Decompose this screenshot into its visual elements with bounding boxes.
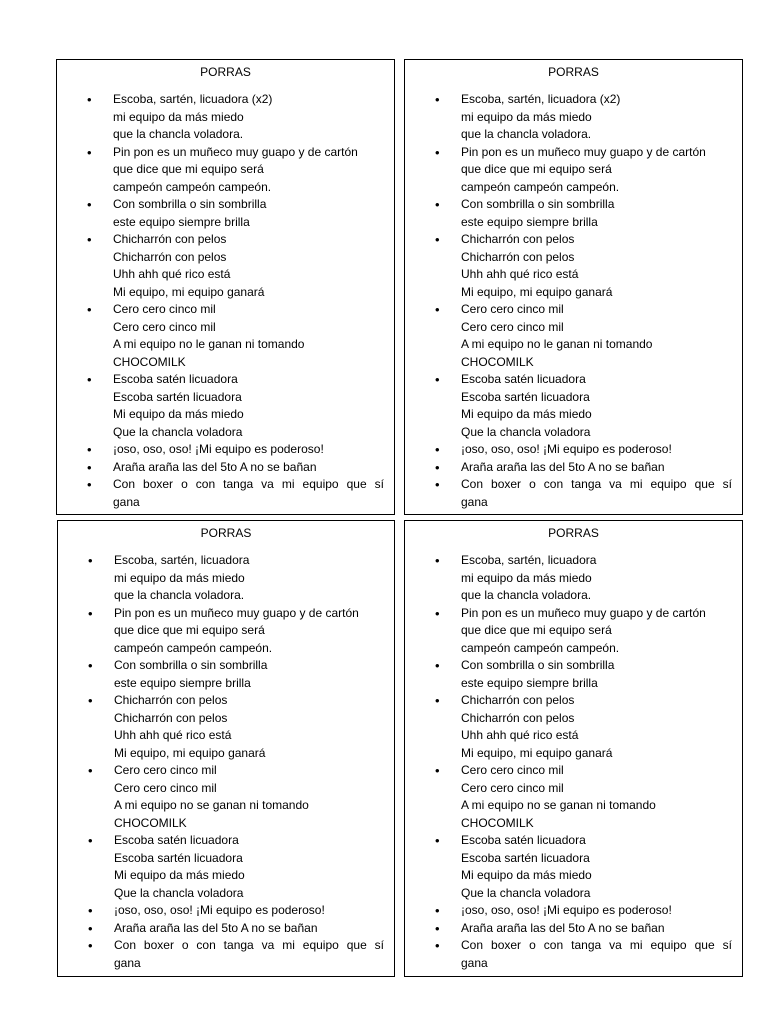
verse-line: este equipo siempre brilla	[461, 675, 598, 690]
verse-item	[58, 937, 384, 972]
bullet-icon: •	[87, 477, 92, 492]
bullet-icon: •	[88, 763, 93, 778]
card-title: PORRAS	[200, 526, 252, 540]
bullet-icon: •	[88, 553, 93, 568]
verse-line: gana	[461, 955, 488, 970]
verse-item	[58, 692, 384, 762]
verse-item	[405, 231, 732, 301]
verse-line: Escoba sartén licuadora	[114, 850, 243, 865]
verse-line: Con boxer o con tanga va mi equipo que sí	[113, 477, 384, 491]
verse-line: Mi equipo, mi equipo ganará	[461, 284, 613, 299]
bullet-icon: •	[88, 833, 93, 848]
verse-line: Con sombrilla o sin sombrilla	[461, 658, 615, 672]
bullet-icon: •	[87, 92, 92, 107]
porras-card	[404, 59, 743, 515]
bullet-icon: •	[435, 658, 440, 673]
verse-line: Cero cero cinco mil	[114, 763, 217, 777]
verse-line: que dice que mi equipo será	[113, 162, 264, 176]
verse-line: Escoba sartén licuadora	[461, 389, 590, 404]
bullet-icon: •	[435, 197, 440, 212]
verse-line: Chicharrón con pelos	[113, 232, 227, 246]
verse-line: ¡oso, oso, oso! ¡Mi equipo es poderoso!	[461, 903, 672, 917]
verse-item	[405, 476, 732, 511]
verse-line: Chicharrón con pelos	[113, 249, 227, 264]
bullet-icon: •	[87, 442, 92, 457]
verse-item	[58, 920, 384, 938]
bullet-icon: •	[88, 938, 93, 953]
verse-line: Araña araña las del 5to A no se bañan	[461, 459, 665, 474]
bullet-icon: •	[435, 553, 440, 568]
verse-line: Pin pon es un muñeco muy guapo y de cartón	[114, 605, 359, 620]
verse-item	[58, 762, 384, 832]
verse-line: Cero cero cinco mil	[114, 780, 217, 795]
bullet-icon: •	[435, 459, 440, 475]
verse-item	[405, 91, 732, 144]
verse-line: Que la chancla voladora	[461, 885, 591, 900]
verse-list	[58, 552, 384, 972]
verse-line: A mi equipo no se ganan ni tomando	[114, 798, 309, 812]
verse-line: Escoba, sartén, licuadora	[461, 553, 597, 567]
bullet-icon: •	[88, 903, 93, 918]
card-title: PORRAS	[200, 65, 251, 79]
verse-item	[58, 832, 384, 902]
verse-line: gana	[114, 955, 141, 970]
verse-item	[57, 91, 384, 144]
verse-item	[58, 902, 384, 920]
bullet-icon: •	[435, 763, 440, 778]
verse-line: Mi equipo da más miedo	[114, 868, 245, 882]
verse-item	[405, 692, 732, 762]
verse-line: Araña araña las del 5to A no se bañan	[114, 920, 318, 935]
verse-line: Cero cero cinco mil	[113, 319, 216, 334]
verse-line: Que la chancla voladora	[461, 424, 591, 439]
verse-item	[57, 476, 384, 511]
verse-line: A mi equipo no se ganan ni tomando	[461, 798, 656, 812]
verse-line: Con sombrilla o sin sombrilla	[461, 197, 615, 211]
verse-list	[405, 91, 732, 511]
verse-line: A mi equipo no le ganan ni tomando	[113, 337, 305, 351]
verse-list	[405, 552, 732, 972]
bullet-icon: •	[435, 372, 440, 387]
verse-line: Con sombrilla o sin sombrilla	[114, 658, 268, 672]
verse-line: este equipo siempre brilla	[461, 214, 598, 229]
bullet-icon: •	[435, 920, 440, 936]
verse-line: mi equipo da más miedo	[113, 109, 244, 124]
verse-line: Escoba sartén licuadora	[113, 389, 242, 404]
verse-list	[57, 91, 384, 511]
verse-line: que dice que mi equipo será	[461, 623, 612, 637]
verse-line: CHOCOMILK	[461, 815, 534, 830]
verse-item	[405, 441, 732, 459]
verse-line: campeón campeón campeón.	[114, 640, 273, 655]
bullet-icon: •	[88, 693, 93, 708]
verse-line: Escoba satén licuadora	[114, 833, 239, 847]
verse-line: Que la chancla voladora	[113, 424, 243, 439]
verse-line: Que la chancla voladora	[114, 885, 244, 900]
verse-item	[405, 459, 732, 477]
verse-line: Con boxer o con tanga va mi equipo que sí	[461, 477, 732, 491]
verse-item	[57, 441, 384, 459]
verse-line: Uhh ahh qué rico está	[114, 728, 232, 742]
verse-line: Escoba sartén licuadora	[461, 850, 590, 865]
verse-line: que dice que mi equipo será	[114, 623, 265, 637]
porras-card	[404, 520, 743, 977]
verse-line: que la chancla voladora.	[114, 588, 245, 602]
verse-line: Mi equipo da más miedo	[113, 407, 244, 421]
verse-line: Cero cero cinco mil	[113, 302, 216, 316]
verse-line: Cero cero cinco mil	[461, 763, 564, 777]
verse-line: Pin pon es un muñeco muy guapo y de cartón	[113, 144, 358, 159]
verse-line: Mi equipo da más miedo	[461, 868, 592, 882]
verse-item	[405, 657, 732, 692]
verse-line: que la chancla voladora.	[461, 127, 592, 141]
verse-line: A mi equipo no le ganan ni tomando	[461, 337, 653, 351]
bullet-icon: •	[435, 232, 440, 247]
verse-line: mi equipo da más miedo	[461, 570, 592, 585]
verse-line: Con sombrilla o sin sombrilla	[113, 197, 267, 211]
verse-line: campeón campeón campeón.	[461, 179, 620, 194]
verse-line: Uhh ahh qué rico está	[113, 267, 231, 281]
bullet-icon: •	[435, 442, 440, 457]
verse-line: Con boxer o con tanga va mi equipo que sí	[461, 938, 732, 952]
verse-item	[405, 920, 732, 938]
verse-line: Escoba satén licuadora	[461, 833, 586, 847]
porras-card	[57, 520, 395, 977]
bullet-icon: •	[87, 302, 92, 317]
verse-line: Pin pon es un muñeco muy guapo y de cartón	[461, 605, 706, 620]
verse-line: Con boxer o con tanga va mi equipo que sí	[114, 938, 384, 952]
verse-line: Araña araña las del 5to A no se bañan	[113, 459, 317, 474]
verse-item	[58, 605, 384, 658]
verse-line: Araña araña las del 5to A no se bañan	[461, 920, 665, 935]
bullet-icon: •	[435, 938, 440, 953]
verse-item	[405, 144, 732, 197]
verse-line: Uhh ahh qué rico está	[461, 267, 579, 281]
verse-item	[405, 832, 732, 902]
verse-item	[405, 605, 732, 658]
verse-line: Chicharrón con pelos	[461, 693, 575, 707]
verse-line: mi equipo da más miedo	[461, 109, 592, 124]
verse-line: gana	[461, 494, 488, 509]
verse-line: que la chancla voladora.	[113, 127, 244, 141]
card-title: PORRAS	[548, 526, 599, 540]
verse-line: campeón campeón campeón.	[113, 179, 272, 194]
verse-item	[57, 301, 384, 371]
verse-item	[405, 301, 732, 371]
bullet-icon: •	[87, 144, 92, 160]
bullet-icon: •	[87, 372, 92, 387]
verse-item	[57, 459, 384, 477]
bullet-icon: •	[435, 693, 440, 708]
verse-line: Pin pon es un muñeco muy guapo y de cartón	[461, 144, 706, 159]
verse-line: este equipo siempre brilla	[113, 214, 250, 229]
verse-line: ¡oso, oso, oso! ¡Mi equipo es poderoso!	[461, 442, 672, 456]
verse-item	[57, 144, 384, 197]
bullet-icon: •	[435, 903, 440, 918]
bullet-icon: •	[88, 920, 93, 936]
bullet-icon: •	[435, 477, 440, 492]
bullet-icon: •	[87, 459, 92, 475]
verse-item	[405, 371, 732, 441]
verse-line: Escoba, sartén, licuadora (x2)	[113, 92, 273, 106]
verse-line: este equipo siempre brilla	[114, 675, 251, 690]
bullet-icon: •	[87, 232, 92, 247]
verse-line: ¡oso, oso, oso! ¡Mi equipo es poderoso!	[113, 442, 324, 456]
verse-line: CHOCOMILK	[114, 815, 187, 830]
verse-line: CHOCOMILK	[461, 354, 534, 369]
porras-card	[56, 59, 395, 515]
bullet-icon: •	[435, 605, 440, 621]
verse-item	[58, 552, 384, 605]
bullet-icon: •	[88, 658, 93, 673]
verse-item	[58, 657, 384, 692]
verse-item	[405, 762, 732, 832]
verse-line: Escoba, sartén, licuadora	[114, 553, 250, 567]
verse-line: ¡oso, oso, oso! ¡Mi equipo es poderoso!	[114, 903, 325, 917]
verse-line: Cero cero cinco mil	[461, 780, 564, 795]
verse-item	[405, 196, 732, 231]
verse-line: mi equipo da más miedo	[114, 570, 245, 585]
verse-line: CHOCOMILK	[113, 354, 186, 369]
verse-line: campeón campeón campeón.	[461, 640, 620, 655]
bullet-icon: •	[87, 197, 92, 212]
verse-line: que la chancla voladora.	[461, 588, 592, 602]
verse-line: gana	[113, 494, 140, 509]
bullet-icon: •	[435, 144, 440, 160]
verse-line: Cero cero cinco mil	[461, 302, 564, 316]
verse-line: Mi equipo, mi equipo ganará	[461, 745, 613, 760]
bullet-icon: •	[435, 833, 440, 848]
verse-line: Uhh ahh qué rico está	[461, 728, 579, 742]
verse-line: Chicharrón con pelos	[114, 710, 228, 725]
verse-line: Mi equipo, mi equipo ganará	[113, 284, 265, 299]
card-title: PORRAS	[548, 65, 599, 79]
verse-item	[405, 937, 732, 972]
verse-line: que dice que mi equipo será	[461, 162, 612, 176]
verse-item	[57, 196, 384, 231]
verse-line: Chicharrón con pelos	[461, 232, 575, 246]
verse-item	[57, 371, 384, 441]
verse-item	[405, 552, 732, 605]
verse-item	[405, 902, 732, 920]
verse-line: Escoba, sartén, licuadora (x2)	[461, 92, 621, 106]
verse-line: Escoba satén licuadora	[461, 372, 586, 386]
verse-line: Chicharrón con pelos	[461, 249, 575, 264]
verse-line: Chicharrón con pelos	[114, 693, 228, 707]
verse-line: Chicharrón con pelos	[461, 710, 575, 725]
bullet-icon: •	[88, 605, 93, 621]
verse-line: Mi equipo da más miedo	[461, 407, 592, 421]
verse-item	[57, 231, 384, 301]
bullet-icon: •	[435, 92, 440, 107]
verse-line: Mi equipo, mi equipo ganará	[114, 745, 266, 760]
verse-line: Escoba satén licuadora	[113, 372, 238, 386]
verse-line: Cero cero cinco mil	[461, 319, 564, 334]
bullet-icon: •	[435, 302, 440, 317]
